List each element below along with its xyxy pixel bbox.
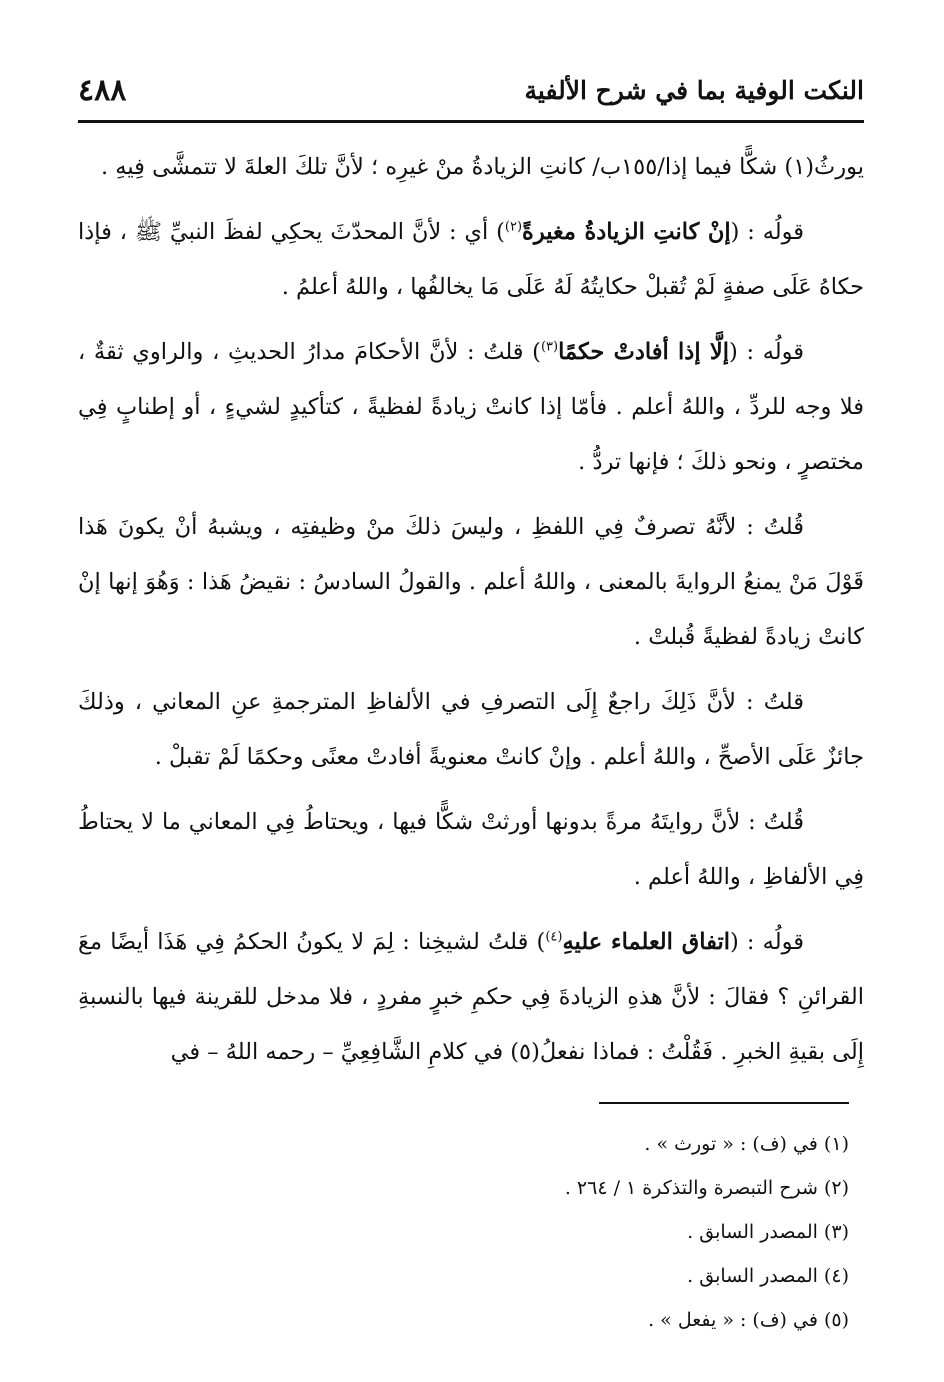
footnotes-list [78, 1122, 849, 1342]
footnote-separator [599, 1102, 849, 1104]
commentary: ) قلتُ لشيخِنا : لِمَ لا يكونُ الحكمُ فِي هَذَا أيضًا معَ القرائنِ ؟ فقالَ : لأنَّ هذهِ الزيادةَ فِي حكمِ خبرٍ مفردٍ ، فلا مدخل للقرينة فيها بالنسبةِ إِلَى بقيةِ الخبرِ . فَقُلْتُ : فماذا نفعلُ(٥) في كلامِ الشَّافِعِيِّ – رحمه اللهُ – في [78, 929, 864, 1065]
page-header [78, 60, 864, 123]
footnote-3: (٣) المصدر السابق . [687, 1221, 849, 1243]
quote-open: قولُه : ( [729, 929, 804, 955]
footnote-1: (١) في (ف) : « تورث » . [644, 1133, 849, 1155]
footnote-4: (٤) المصدر السابق . [687, 1265, 849, 1287]
footnote-ref: (٢) [504, 219, 523, 235]
quoted-phrase: إنْ كانتِ الزيادةُ مغيرةً [522, 219, 731, 245]
paragraph-2 [78, 205, 864, 315]
footnote-5: (٥) في (ف) : « يفعل » . [648, 1309, 849, 1331]
paragraph-4: قُلتُ : لأنَّهُ تصرفٌ فِي اللفظِ ، وليسَ ذلكَ منْ وظيفتِه ، ويشبهُ أنْ يكونَ هَذا قَوْلَ مَنْ يمنعُ الروايةَ بالمعنى ، واللهُ أعلم . والقولُ السادسُ : نقيضُ هَذا : وَهُوَ إنها إنْ كانتْ زيادةً لفظيةً قُبلتْ . [78, 514, 864, 650]
paragraph-1: يورثُ(١) شكًّا فيما إذا/١٥٥ب/ كانتِ الزيادةُ منْ غيرِه ؛ لأنَّ تلكَ العلةَ لا تتمشَّى فِيهِ . [101, 154, 864, 180]
footnote-ref: (٣) [540, 339, 559, 355]
paragraph-6: قُلتُ : لأنَّ روايتَهُ مرةً بدونها أورثتْ شكًّا فيها ، ويحتاطُ فِي المعاني ما لا يحتاطُ فِي الألفاظِ ، واللهُ أعلم . [78, 809, 864, 890]
page-number: ٤٨٨ [78, 72, 127, 108]
commentary: ) أي : لأنَّ المحدّثَ يحكِي لفظَ النبيِّ ﷺ ، فإذا حكاهُ عَلَى صفةٍ لَمْ تُقبلْ حكايتُهُ لَهُ عَلَى مَا يخالفُها ، واللهُ أعلمُ . [78, 219, 864, 300]
paragraph-5: قلتُ : لأنَّ ذَلِكَ راجعٌ إِلَى التصرفِ في الألفاظِ المترجمةِ عنِ المعاني ، وذلكَ جائزٌ عَلَى الأصحِّ ، واللهُ أعلم . وإنْ كانتْ معنويةً أفادتْ معنًى وحكمًا لَمْ تقبلْ . [78, 689, 864, 770]
running-title: النكت الوفية بما في شرح الألفية [524, 75, 864, 105]
paragraph-3 [78, 325, 864, 490]
quoted-phrase: إلَّا إذا أفادتْ حكمًا [558, 339, 730, 365]
quote-open: قولُه : ( [730, 219, 804, 245]
main-text [78, 140, 864, 1090]
footnote-ref: (٤) [545, 929, 563, 945]
footnote-2: (٢) شرح التبصرة والتذكرة ١ / ٢٦٤ . [564, 1177, 849, 1199]
paragraph-7 [78, 915, 864, 1080]
commentary: ) قلتُ : لأنَّ الأحكامَ مدارُ الحديثِ ، والراوي ثقةٌ ، فلا وجه للردِّ ، واللهُ أعلم . فأمّا إذا كانتْ زيادةً لفظيةً ، كتأكيدٍ لشيءٍ ، أو إطنابٍ فِي مختصرٍ ، ونحو ذلكَ ؛ فإنها تردُّ . [78, 339, 864, 475]
quoted-phrase: اتفاق العلماء عليهِ [562, 929, 730, 955]
quote-open: قولُه : ( [729, 339, 804, 365]
